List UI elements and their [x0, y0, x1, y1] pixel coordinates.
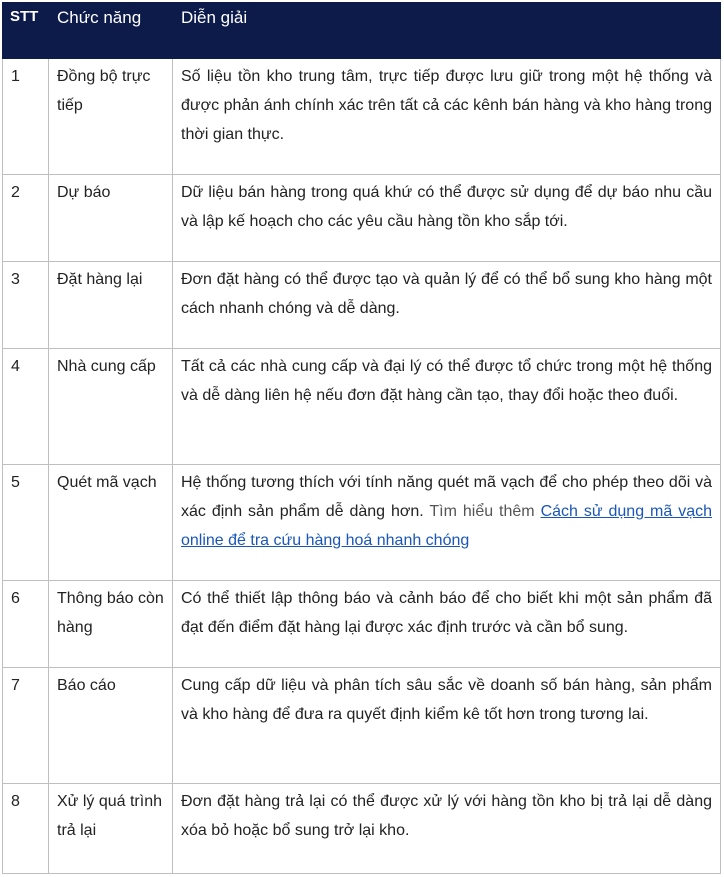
row-number-text: 4 — [11, 358, 20, 375]
row-description-text: Tất cả các nhà cung cấp và đại lý có thể được tổ chức trong một hệ thống và dễ dàng liên hệ nếu đơn đặt hàng cần tạo, thay đổi hoặc theo đuổi. — [181, 358, 712, 404]
row-description-text: Đơn đặt hàng có thể được tạo và quản lý để có thể bổ sung kho hàng một cách nhanh chóng và dễ dàng. — [181, 271, 712, 317]
row-description — [173, 465, 721, 581]
row-number — [3, 349, 49, 465]
row-function-text: Dự báo — [57, 184, 111, 201]
row-number-text: 3 — [11, 271, 20, 288]
table-row — [3, 349, 721, 465]
row-function-text: Đặt hàng lại — [57, 271, 143, 288]
table-row — [3, 784, 721, 874]
table-row — [3, 581, 721, 668]
row-function-text: Quét mã vạch — [57, 474, 157, 491]
row-description — [173, 349, 721, 465]
table-row — [3, 262, 721, 349]
row-number-text: 2 — [11, 184, 20, 201]
row-function — [49, 784, 173, 874]
row-number-text: 6 — [11, 590, 20, 607]
row-number-text: 8 — [11, 793, 20, 810]
row-number — [3, 581, 49, 668]
row-number — [3, 465, 49, 581]
row-function — [49, 262, 173, 349]
row-function — [49, 59, 173, 175]
row-number — [3, 668, 49, 784]
table-header-row — [3, 3, 721, 59]
row-function — [49, 465, 173, 581]
row-number-text: 1 — [11, 68, 20, 85]
row-description-text: Cung cấp dữ liệu và phân tích sâu sắc về doanh số bán hàng, sản phẩm và kho hàng để đưa ra quyết định kiểm kê tốt hơn trong tương lai. — [181, 677, 712, 723]
row-function — [49, 581, 173, 668]
row-number — [3, 175, 49, 262]
row-description-text: Dữ liệu bán hàng trong quá khứ có thể được sử dụng để dự báo nhu cầu và lập kế hoạch cho các yêu cầu hàng tồn kho sắp tới. — [181, 184, 712, 230]
row-function-text: Nhà cung cấp — [57, 358, 156, 375]
row-description — [173, 668, 721, 784]
row-description — [173, 175, 721, 262]
header-description: Diễn giải — [173, 3, 721, 59]
row-description-text: Số liệu tồn kho trung tâm, trực tiếp được lưu giữ trong một hệ thống và được phản ánh chính xác trên tất cả các kênh bán hàng và kho hàng trong thời gian thực. — [181, 68, 712, 143]
table-row — [3, 465, 721, 581]
row-function — [49, 349, 173, 465]
function-table — [2, 2, 721, 874]
row-number — [3, 784, 49, 874]
row-function-text: Thông báo còn hàng — [57, 590, 164, 636]
row-description-text: Hệ thống tương thích với tính năng quét mã vạch để cho phép theo dõi và xác định sản phẩm dễ dàng hơn. — [181, 474, 712, 520]
row-description — [173, 262, 721, 349]
row-function-text: Xử lý quá trình trả lại — [57, 793, 162, 839]
row-description-text: Đơn đặt hàng trả lại có thể được xử lý với hàng tồn kho bị trả lại dễ dàng xóa bỏ hoặc bổ sung trở lại kho. — [181, 793, 712, 839]
row-number — [3, 262, 49, 349]
row-description — [173, 784, 721, 874]
row-function — [49, 175, 173, 262]
header-stt: STT — [3, 3, 49, 59]
read-more-lead: Tìm hiểu thêm — [429, 503, 535, 520]
row-description — [173, 59, 721, 175]
row-description-text: Có thể thiết lập thông báo và cảnh báo để cho biết khi một sản phẩm đã đạt đến điểm đặt hàng lại được xác định trước và cần bổ sung. — [181, 590, 712, 636]
row-function-text: Báo cáo — [57, 677, 116, 694]
read-more-link[interactable]: Cách sử dụng mã vạch online để tra cứu hàng hoá nhanh chóng — [181, 503, 712, 549]
table-row — [3, 175, 721, 262]
row-function-text: Đồng bộ trực tiếp — [57, 68, 151, 114]
row-description — [173, 581, 721, 668]
row-number-text: 7 — [11, 677, 20, 694]
row-number-text: 5 — [11, 474, 20, 491]
table-row — [3, 59, 721, 175]
row-number — [3, 59, 49, 175]
row-function — [49, 668, 173, 784]
table-row — [3, 668, 721, 784]
header-function: Chức năng — [49, 3, 173, 59]
